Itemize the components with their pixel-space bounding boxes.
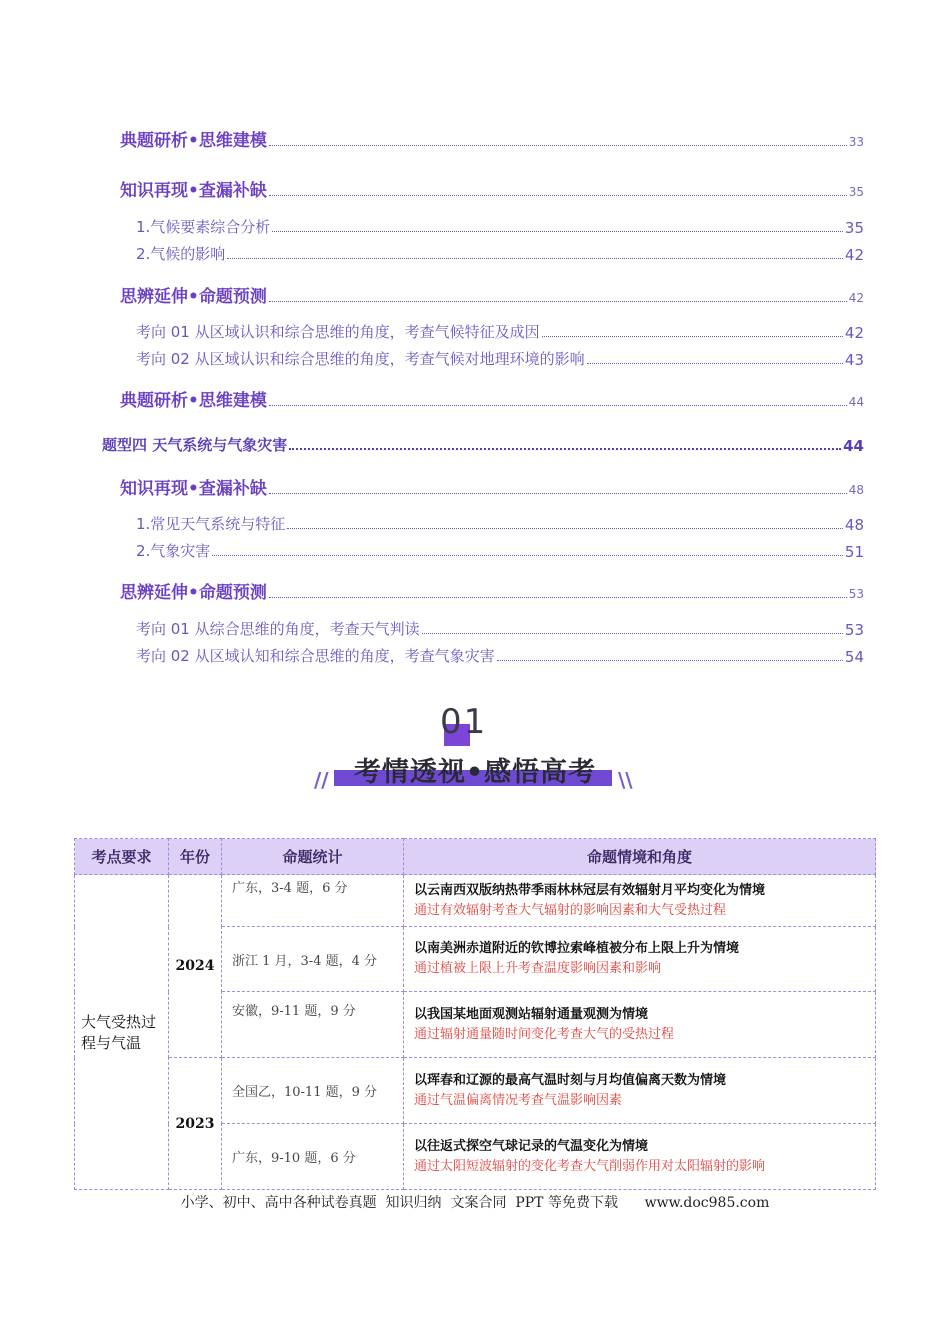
toc-entry[interactable] [120, 474, 864, 499]
toc-leader [497, 660, 843, 661]
stat-cell: 安徽，9-11 题，9 分 [222, 992, 404, 1058]
right-slash-decoration: \\ [618, 768, 633, 792]
year-cell: 2023 [169, 1058, 222, 1190]
angle-text: 通过植被上限上升考查温度影响因素和影响 [414, 961, 662, 976]
table-header-row [75, 839, 876, 875]
header-year: 年份 [169, 839, 222, 875]
toc-label: 考向 01 从综合思维的角度，考查天气判读 [136, 620, 420, 638]
angle-text: 通过太阳短波辐射的变化考查大气削弱作用对太阳辐射的影响 [414, 1158, 766, 1174]
toc-leader [269, 597, 847, 598]
toc-page: 53 [848, 587, 864, 601]
toc-page: 33 [848, 135, 864, 149]
toc-label: 1.常见天气系统与特征 [136, 515, 286, 533]
angle-text: 通过辐射通量随时间变化考查大气的受热过程 [414, 1026, 675, 1042]
toc-entry[interactable] [120, 386, 864, 411]
toc-page: 44 [843, 437, 864, 455]
toc-entry[interactable] [136, 645, 864, 666]
context-cell [404, 875, 876, 927]
toc-label: 思辨延伸•命题预测 [120, 583, 267, 603]
exam-analysis-table [74, 838, 876, 1190]
toc-label: 知识再现•查漏补缺 [120, 181, 267, 201]
year-cell: 2024 [169, 875, 222, 1058]
toc-entry[interactable] [136, 348, 864, 369]
toc-entry[interactable] [136, 321, 864, 342]
toc-label: 考向 01 从区域认识和综合思维的角度，考查气候特征及成因 [136, 323, 540, 341]
toc-entry[interactable] [120, 578, 864, 603]
toc-label: 思辨延伸•命题预测 [120, 287, 267, 307]
context-text: 以南美洲赤道附近的钦博拉索峰植被分布上限上升为情境 [414, 941, 740, 956]
toc-entry[interactable] [136, 618, 864, 639]
page-footer: 小学、初中、高中各种试卷真题 知识归纳 文案合同 PPT 等免费下载 www.doc985.com [180, 1195, 770, 1211]
toc-page: 43 [844, 351, 864, 369]
table-row [75, 1058, 876, 1124]
toc-leader [422, 633, 843, 634]
stat-cell: 浙江 1 月，3-4 题，4 分 [222, 927, 404, 992]
context-text: 以云南西双版纳热带季雨林林冠层有效辐射月平均变化为情境 [414, 882, 766, 898]
toc-page: 44 [848, 395, 864, 409]
toc-leader [212, 555, 843, 556]
toc-label: 1.气候要素综合分析 [136, 218, 271, 236]
context-cell [404, 1124, 876, 1190]
toc-page: 42 [848, 291, 864, 305]
toc-page: 35 [844, 219, 864, 237]
toc-page: 48 [844, 516, 864, 534]
toc-page: 54 [844, 648, 864, 666]
toc-label: 考向 02 从区域认知和综合思维的角度，考查气象灾害 [136, 647, 495, 665]
toc-page: 51 [844, 543, 864, 561]
toc-entry[interactable] [102, 434, 864, 455]
header-topic: 考点要求 [75, 839, 169, 875]
stat-cell: 广东，3-4 题，6 分 [222, 875, 404, 927]
toc-leader [269, 301, 847, 302]
section-title: 考情透视•感悟高考 [353, 757, 597, 788]
toc-entry[interactable] [136, 513, 864, 534]
context-text: 以珲春和辽源的最高气温时刻与月均值偏离天数为情境 [414, 1072, 727, 1088]
toc-leader [269, 405, 847, 406]
toc-entry[interactable] [136, 216, 864, 237]
angle-text: 通过有效辐射考查大气辐射的影响因素和大气受热过程 [414, 902, 727, 918]
toc-page: 35 [848, 185, 864, 199]
context-text: 以我国某地面观测站辐射通量观测为情境 [414, 1006, 649, 1022]
stat-cell: 广东，9-10 题，6 分 [222, 1124, 404, 1190]
toc-page: 42 [844, 246, 864, 264]
stat-cell: 全国乙，10-11 题，9 分 [222, 1058, 404, 1124]
topic-cell: 大气受热过程与气温 [75, 875, 169, 1190]
toc-leader [269, 145, 847, 146]
toc-entry[interactable] [136, 540, 864, 561]
toc-page: 48 [848, 483, 864, 497]
toc-label: 知识再现•查漏补缺 [120, 479, 267, 499]
context-cell [404, 1058, 876, 1124]
toc-leader [272, 231, 843, 232]
toc-leader [269, 493, 847, 494]
toc-entry[interactable] [120, 126, 864, 151]
banner-number: 01 [440, 702, 488, 742]
toc-page: 53 [844, 621, 864, 639]
toc-leader [269, 195, 847, 196]
toc-leader [289, 448, 841, 450]
toc-page: 42 [844, 324, 864, 342]
toc-label: 典题研析•思维建模 [120, 131, 267, 151]
toc-entry[interactable] [120, 176, 864, 201]
toc-leader [542, 336, 843, 337]
toc-label: 2.气象灾害 [136, 542, 211, 560]
header-stat: 命题统计 [222, 839, 404, 875]
angle-text: 通过气温偏离情况考查气温影响因素 [414, 1092, 623, 1108]
toc-leader [587, 363, 843, 364]
toc-leader [287, 528, 843, 529]
header-context: 命题情境和角度 [404, 839, 876, 875]
left-slash-decoration: // [314, 768, 329, 792]
toc-label: 2.气候的影响 [136, 245, 226, 263]
table-row [75, 875, 876, 927]
toc-label: 典题研析•思维建模 [120, 391, 267, 411]
context-cell [404, 927, 876, 992]
toc-label: 题型四 天气系统与气象灾害 [102, 436, 288, 454]
toc-label: 考向 02 从区域认识和综合思维的角度，考查气候对地理环境的影响 [136, 350, 585, 368]
toc-entry[interactable] [120, 282, 864, 307]
toc-leader [227, 258, 843, 259]
context-text: 以往返式探空气球记录的气温变化为情境 [414, 1138, 649, 1154]
toc-entry[interactable] [136, 243, 864, 264]
context-cell [404, 992, 876, 1058]
